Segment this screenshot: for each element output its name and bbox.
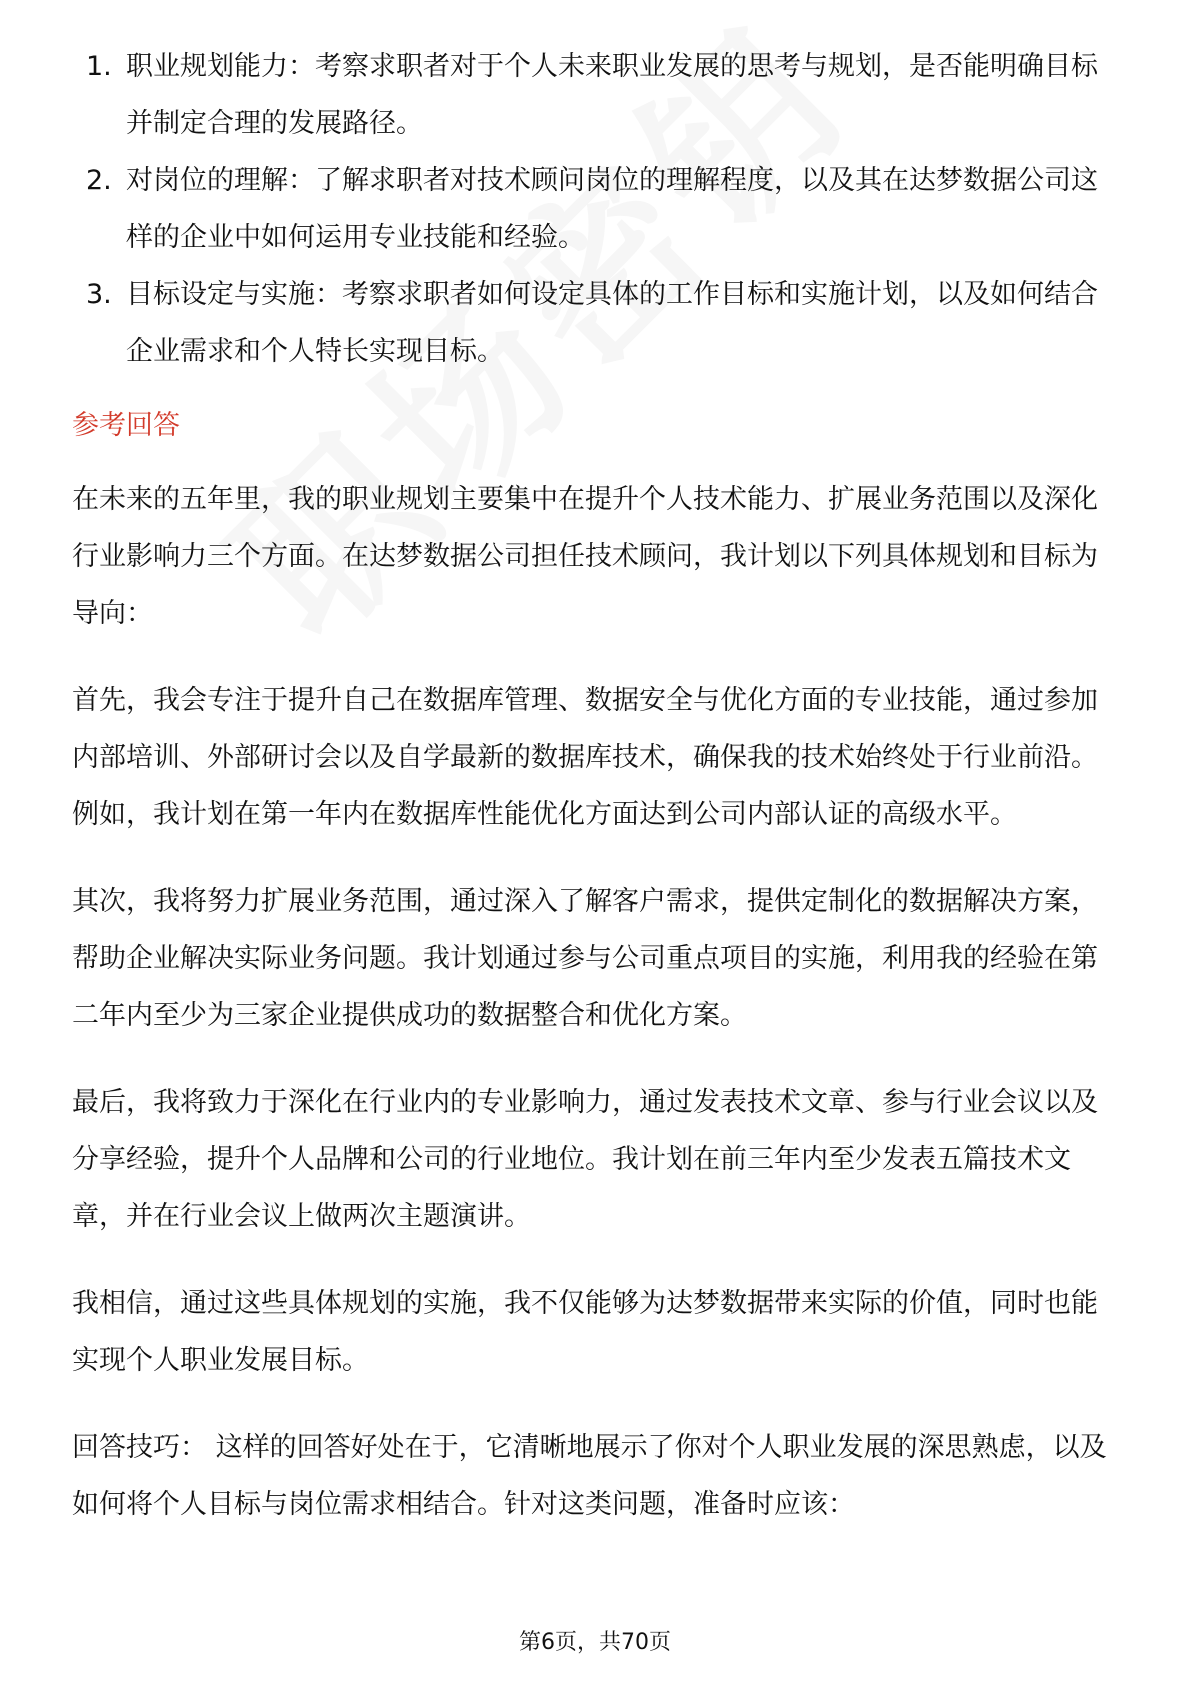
answer-paragraph: 其次，我将努力扩展业务范围，通过深入了解客户需求，提供定制化的数据解决方案，帮助企业解决实际业务问题。我计划通过参与公司重点项目的实施，利用我的经验在第二年内至少为三家企业提供成功的数据整合和优化方案。: [72, 886, 1098, 1031]
list-item-text: 职业规划能力：考察求职者对于个人未来职业发展的思考与规划，是否能明确目标并制定合理的发展路径。: [126, 51, 1098, 139]
list-item-text: 对岗位的理解：了解求职者对技术顾问岗位的理解程度，以及其在达梦数据公司这样的企业中如何运用专业技能和经验。: [126, 165, 1098, 253]
list-number: 2.: [86, 165, 112, 196]
list-item: [72, 266, 1118, 380]
answer-tips-paragraph: 回答技巧： 这样的回答好处在于，它清晰地展示了你对个人职业发展的深思熟虑，以及如何将个人目标与岗位需求相结合。针对这类问题，准备时应该：: [72, 1432, 1107, 1520]
page-number-footer: 第6页，共70页: [519, 1630, 671, 1655]
answer-paragraph: 我相信，通过这些具体规划的实施，我不仅能够为达梦数据带来实际的价值，同时也能实现个人职业发展目标。: [72, 1288, 1098, 1376]
list-number: 3.: [86, 279, 112, 310]
answer-paragraph: 首先，我会专注于提升自己在数据库管理、数据安全与优化方面的专业技能，通过参加内部培训、外部研讨会以及自学最新的数据库技术，确保我的技术始终处于行业前沿。例如，我计划在第一年内在数据库性能优化方面达到公司内部认证的高级水平。: [72, 685, 1098, 830]
list-item: [72, 152, 1118, 266]
answer-paragraph: 最后，我将致力于深化在行业内的专业影响力，通过发表技术文章、参与行业会议以及分享经验，提升个人品牌和公司的行业地位。我计划在前三年内至少发表五篇技术文章，并在行业会议上做两次主题演讲。: [72, 1087, 1098, 1232]
list-item-text: 目标设定与实施：考察求职者如何设定具体的工作目标和实施计划，以及如何结合企业需求和个人特长实现目标。: [126, 279, 1098, 367]
answer-paragraph: 在未来的五年里，我的职业规划主要集中在提升个人技术能力、扩展业务范围以及深化行业影响力三个方面。在达梦数据公司担任技术顾问，我计划以下列具体规划和目标为导向：: [72, 484, 1098, 629]
list-item: [72, 38, 1118, 152]
page-content: [72, 38, 1118, 1563]
criteria-list: [72, 38, 1118, 380]
list-number: 1.: [86, 51, 112, 82]
section-heading: 参考回答: [72, 410, 180, 441]
